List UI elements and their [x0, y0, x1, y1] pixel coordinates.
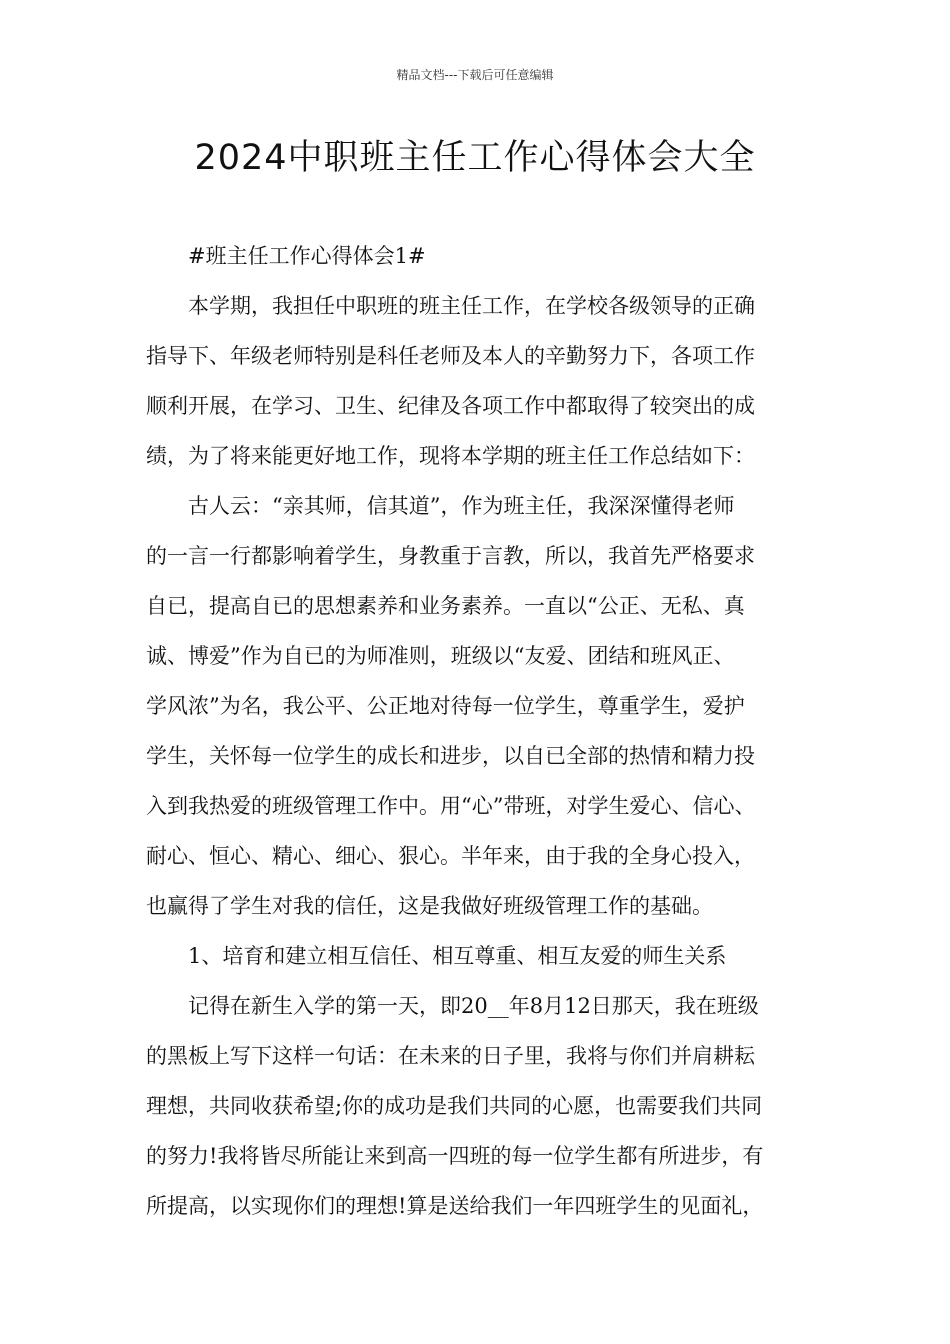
text-line: 1、培育和建立相互信任、相互尊重、相互友爱的师生关系: [188, 944, 727, 968]
text-line: 的一言一行都影响着学生，身教重于言教，所以，我首先严格要求: [146, 544, 755, 568]
text-line: 本学期，我担任中职班的班主任工作，在学校各级领导的正确: [188, 294, 755, 318]
text-line: 指导下、年级老师特别是科任老师及本人的辛勤努力下，各项工作: [146, 344, 755, 368]
text-line: 的黑板上写下这样一句话：在未来的日子里，我将与你们并肩耕耘: [146, 1044, 755, 1068]
text-line: #班主任工作心得体会1#: [188, 244, 426, 268]
text-line: 理想，共同收获希望;你的成功是我们共同的心愿，也需要我们共同: [146, 1094, 763, 1118]
text-line: 入到我热爱的班级管理工作中。用“心”带班，对学生爱心、信心、: [146, 794, 756, 818]
header-note: 精品文档---下载后可任意编辑: [396, 68, 554, 82]
text-line: 顺利开展，在学习、卫生、纪律及各项工作中都取得了较突出的成: [146, 394, 755, 418]
document-body: [146, 231, 826, 1231]
text-line: 古人云：“亲其师，信其道”，作为班主任，我深深懂得老师: [188, 494, 735, 518]
text-line: 所提高，以实现你们的理想!算是送给我们一年四班学生的见面礼，: [146, 1194, 764, 1218]
document-title: 2024中职班主任工作心得体会大全: [194, 138, 756, 178]
text-line: 学生，关怀每一位学生的成长和进步，以自已全部的热情和精力投: [146, 744, 755, 768]
text-line: 自已，提高自已的思想素养和业务素养。一直以“公正、无私、真: [146, 594, 745, 618]
text-line: 诚、博爱”作为自已的为师准则，班级以“友爱、团结和班风正、: [146, 644, 735, 668]
text-line: 绩，为了将来能更好地工作，现将本学期的班主任工作总结如下：: [146, 444, 755, 468]
text-line: 记得在新生入学的第一天，即20__年8月12日那天，我在班级: [188, 994, 759, 1018]
text-line: 的努力!我将皆尽所能让来到高一四班的每一位学生都有所进步，有: [146, 1144, 764, 1168]
text-line: 也赢得了学生对我的信任，这是我做好班级管理工作的基础。: [146, 894, 713, 918]
text-line: 学风浓”为名，我公平、公正地对待每一位学生，尊重学生，爱护: [146, 694, 745, 718]
text-line: 耐心、恒心、精心、细心、狠心。半年来，由于我的全身心投入，: [146, 844, 755, 868]
